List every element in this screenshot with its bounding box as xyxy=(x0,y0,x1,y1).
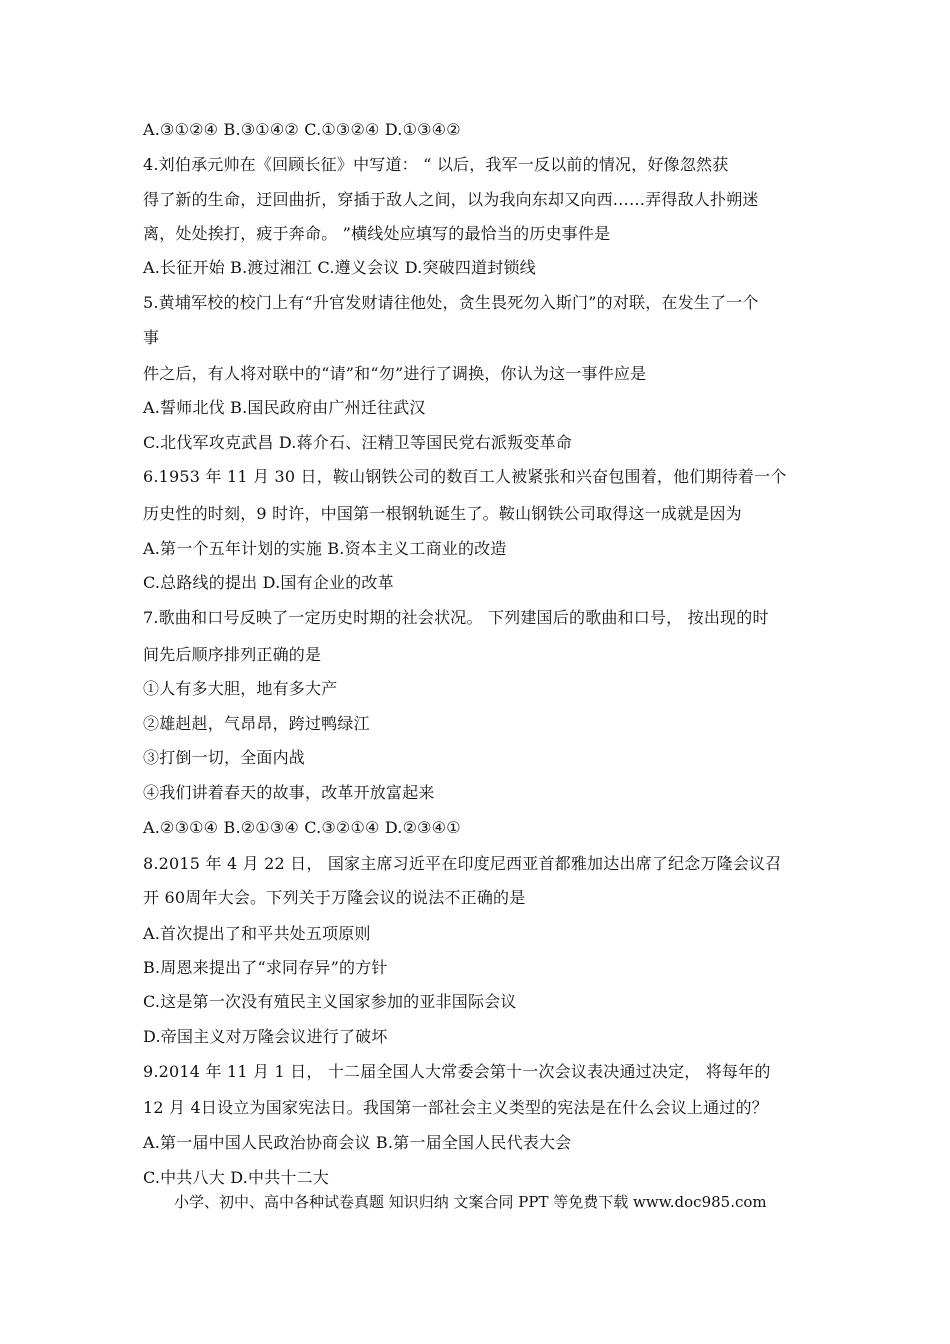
question-4-text: 4.刘伯承元帅在《回顾长征》中写道： “ 以后，我军一反以前的情况，好像忽然获 xyxy=(143,155,729,174)
list-item: ③打倒一切，全面内战 xyxy=(143,748,306,767)
text-line: 历史性的时刻，9 时许，中国第一根钢轨诞生了。鞍山钢铁公司取得这一成就是因为 xyxy=(143,504,742,523)
question-5-text: 5.黄埔军校的校门上有“升官发财请往他处，贪生畏死勿入斯门”的对联，在发生了一个 xyxy=(143,293,759,312)
text-line: 离，处处挨打，疲于奔命。 ”横线处应填写的最恰当的历史事件是 xyxy=(143,224,611,243)
question-8-option: D.帝国主义对万隆会议进行了破坏 xyxy=(143,1027,388,1046)
text-line: 件之后，有人将对联中的“请”和“勿”进行了调换，你认为这一事件应是 xyxy=(143,364,647,383)
text-line: 开 60周年大会。下列关于万隆会议的说法不正确的是 xyxy=(143,888,526,907)
question-9-options: A.第一届中国人民政治协商会议 B.第一届全国人民代表大会 xyxy=(143,1133,572,1152)
question-5-options: C.北伐军攻克武昌 D.蒋介石、汪精卫等国民党右派叛变革命 xyxy=(143,433,572,452)
text-line: 12 月 4日设立为国家宪法日。我国第一部社会主义类型的宪法是在什么会议上通过的？ xyxy=(143,1098,768,1117)
text-line: 事 xyxy=(143,328,160,347)
question-7-options: A.②③①④ B.②①③④ C.③②①④ D.②③④① xyxy=(143,818,461,837)
question-7-text: 7.歌曲和口号反映了一定历史时期的社会状况。 下列建国后的歌曲和口号， 按出现的时 xyxy=(143,608,769,627)
question-6-options: A.第一个五年计划的实施 B.资本主义工商业的改造 xyxy=(143,539,507,558)
question-8-option: C.这是第一次没有殖民主义国家参加的亚非国际会议 xyxy=(143,992,517,1011)
question-6-text: 6.1953 年 11 月 30 日，鞍山钢铁公司的数百工人被紧张和兴奋包围着，他们期待着一个 xyxy=(143,467,787,486)
question-8-option: B.周恩来提出了“求同存异”的方针 xyxy=(143,958,388,977)
page-footer: 小学、初中、高中各种试卷真题 知识归纳 文案合同 PPT 等免费下载 www.doc985.com xyxy=(174,1193,767,1211)
list-item: ①人有多大胆，地有多大产 xyxy=(143,679,338,698)
question-4-options: A.长征开始 B.渡过湘江 C.遵义会议 D.突破四道封锁线 xyxy=(143,258,536,277)
question-5-options: A.誓师北伐 B.国民政府由广州迁往武汉 xyxy=(143,398,426,417)
text-line: 得了新的生命，迂回曲折，穿插于敌人之间，以为我向东却又向西……弄得敌人扑朔迷 xyxy=(143,190,759,209)
question-8-text: 8.2015 年 4 月 22 日， 国家主席习近平在印度尼西亚首都雅加达出席了纪念万隆会议召 xyxy=(143,854,782,873)
list-item: ④我们讲着春天的故事，改革开放富起来 xyxy=(143,783,435,802)
question-6-options: C.总路线的提出 D.国有企业的改革 xyxy=(143,573,394,592)
question-9-text: 9.2014 年 11 月 1 日， 十二届全国人大常委会第十一次会议表决通过决定， 将每年的 xyxy=(143,1062,771,1081)
question-9-options: C.中共八大 D.中共十二大 xyxy=(143,1168,329,1187)
text-line: A.③①②④ B.③①④② C.①③②④ D.①③④② xyxy=(143,120,461,139)
list-item: ②雄赳赳，气昂昂，跨过鸭绿江 xyxy=(143,714,370,733)
question-8-option: A.首次提出了和平共处五项原则 xyxy=(143,924,371,943)
text-line: 间先后顺序排列正确的是 xyxy=(143,645,322,664)
